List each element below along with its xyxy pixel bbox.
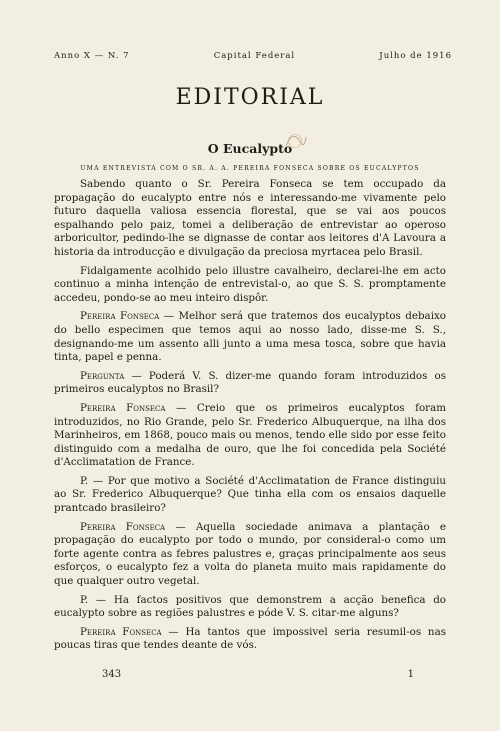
paragraph: Pereira Fonseca — Ha tantos que impossivel seria resumil-os nas poucas tiras que tendes deante de vós. bbox=[54, 625, 446, 652]
article-strapline: UMA ENTREVISTA COM O SR. A. A. PEREIRA FONSECA SOBRE OS EUCALYPTOS bbox=[80, 165, 420, 172]
paragraph: P. — Por que motivo a Société d'Acclimatation de France distinguiu ao Sr. Frederico Albuquerque? Que tinha ella com os ensaios daquelle prantcado brasileiro? bbox=[54, 474, 446, 515]
speaker: Pereira Fonseca bbox=[80, 401, 166, 414]
signature-mark: 1 bbox=[407, 669, 414, 680]
speaker: Pereira Fonseca bbox=[80, 625, 162, 638]
paragraph: P. — Ha factos positivos que demonstrem a acção benefica do eucalypto sobre as regiões palustres e póde V. S. citar-me alguns? bbox=[54, 593, 446, 620]
paragraph: Pergunta — Poderá V. S. dizer-me quando foram introduzidos os primeiros eucalyptos no Brasil? bbox=[54, 369, 446, 396]
paragraph: Pereira Fonseca — Aquella sociedade animava a plantação e propagação do eucalypto por todo o mundo, por consideral-o como um forte agente contra as febres palustres e, graças principalmente aos seus esforços, o eucalypto fez a volta do planeta muito mais rapidamente do que qualquer outro vegetal. bbox=[54, 520, 446, 588]
place: Capital Federal bbox=[213, 51, 296, 61]
speaker: Pereira Fonseca bbox=[80, 310, 160, 323]
speaker: P. bbox=[80, 474, 89, 487]
running-header bbox=[54, 51, 452, 61]
page-footer bbox=[102, 669, 414, 680]
page-number: 343 bbox=[102, 669, 122, 680]
library-stamp-icon bbox=[283, 131, 307, 151]
paragraph: Pereira Fonseca — Creio que os primeiros eucalyptos foram introduzidos, no Rio Grande, pelo Sr. Frederico Albuquerque, na ilha dos Marinheiros, em 1868, pouco mais ou menos, tendo elle sido por esse feito distinguido com a medalha de ouro, que lhe foi concedida pela Société d'Acclimatation de France. bbox=[54, 401, 446, 469]
paragraph: Fidalgamente acolhido pelo illustre cavalheiro, declarei-lhe em acto continuo a minha intenção de entrevistal-o, ao que S. S. promptamente accedeu, pondo-se ao meu inteiro dispôr. bbox=[54, 264, 446, 304]
page-title: EDITORIAL bbox=[175, 85, 325, 110]
paragraph: Pereira Fonseca — Melhor será que tratemos dos eucalyptos debaixo do bello especimen que temos aqui ao nosso lado, disse-me S. S., designando-me um assento alli junto a uma mesa tosca, sobre que havia tinta, papel e penna. bbox=[54, 310, 446, 364]
speaker: P. bbox=[80, 593, 89, 606]
article-body bbox=[54, 178, 446, 658]
issue-number: Anno X — N. 7 bbox=[54, 51, 130, 61]
article-title: O Eucalypto bbox=[207, 141, 293, 156]
issue-date: Julho de 1916 bbox=[379, 51, 452, 61]
speaker: Pereira Fonseca bbox=[80, 520, 166, 533]
paragraph: Sabendo quanto o Sr. Pereira Fonseca se tem occupado da propagação do eucalypto entre nós e interessando-me vivamente pelo futuro daquella valiosa essencia florestal, que se vai aos poucos espalhando pelo paiz, tomei a deliberação de entrevistar ao operoso arboricultor, pedindo-lhe se dignasse de contar aos leitores d'A Lavoura a historia da introducção e divulgação da preciosa myrtacea pelo Brasil. bbox=[54, 178, 446, 258]
speaker: Pergunta bbox=[80, 369, 125, 382]
